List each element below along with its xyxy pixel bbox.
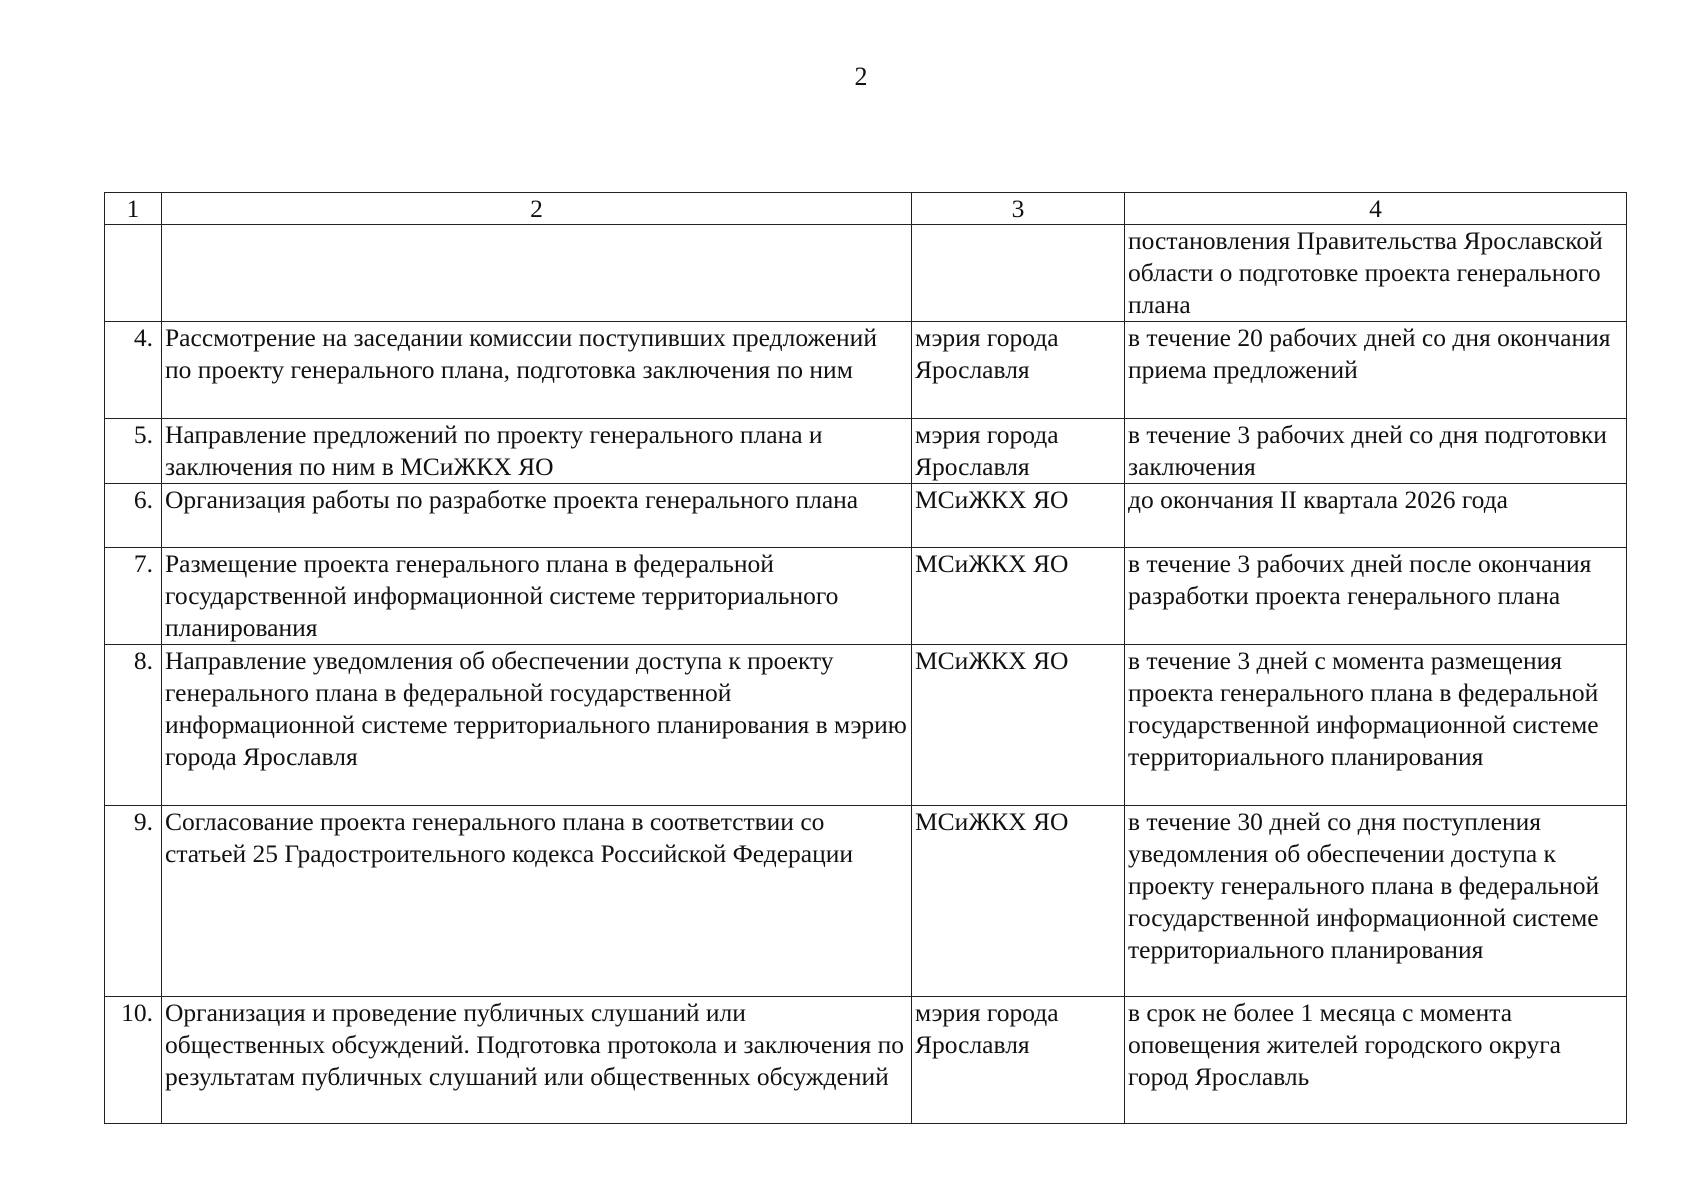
row-deadline: в течение 3 рабочих дней после окончания разработки проекта генерального плана bbox=[1125, 548, 1627, 645]
row-number: 7. bbox=[105, 548, 162, 645]
row-responsible: МСиЖКХ ЯО bbox=[912, 548, 1125, 645]
row-deadline: в течение 30 дней со дня поступления уведомления об обеспечении доступа к проекту генерального плана в федеральной государственной информационной системе территориального планирования bbox=[1125, 806, 1627, 997]
table-row bbox=[105, 548, 1627, 645]
table-row bbox=[105, 225, 1627, 322]
row-deadline: в течение 3 дней с момента размещения проекта генерального плана в федеральной государственной информационной системе территориального планирования bbox=[1125, 645, 1627, 806]
row-number: 10. bbox=[105, 997, 162, 1124]
row-action: Направление предложений по проекту генерального плана и заключения по ним в МСиЖКХ ЯО bbox=[162, 419, 912, 484]
table-row bbox=[105, 645, 1627, 806]
table-row bbox=[105, 322, 1627, 419]
row-number: 5. bbox=[105, 419, 162, 484]
row-responsible: мэрия города Ярославля bbox=[912, 419, 1125, 484]
table-row bbox=[105, 484, 1627, 548]
column-header: 2 bbox=[162, 193, 912, 225]
row-responsible bbox=[912, 225, 1125, 322]
row-deadline: в срок не более 1 месяца с момента оповещения жителей городского округа город Ярославль bbox=[1125, 997, 1627, 1124]
column-header: 4 bbox=[1125, 193, 1627, 225]
table-row bbox=[105, 806, 1627, 997]
row-action: Рассмотрение на заседании комиссии поступивших предложений по проекту генерального плана, подготовка заключения по ним bbox=[162, 322, 912, 419]
row-action: Организация и проведение публичных слушаний или общественных обсуждений. Подготовка протокола и заключения по результатам публичных слушаний или общественных обсуждений bbox=[162, 997, 912, 1124]
schedule-table bbox=[104, 192, 1627, 1124]
row-action: Согласование проекта генерального плана в соответствии со статьей 25 Градостроительного кодекса Российской Федерации bbox=[162, 806, 912, 997]
row-number bbox=[105, 225, 162, 322]
row-action: Организация работы по разработке проекта генерального плана bbox=[162, 484, 912, 548]
row-responsible: мэрия города Ярославля bbox=[912, 322, 1125, 419]
table-row bbox=[105, 419, 1627, 484]
row-action bbox=[162, 225, 912, 322]
row-deadline: в течение 20 рабочих дней со дня окончания приема предложений bbox=[1125, 322, 1627, 419]
row-action: Размещение проекта генерального плана в федеральной государственной информационной системе территориального планирования bbox=[162, 548, 912, 645]
row-responsible: мэрия города Ярославля bbox=[912, 997, 1125, 1124]
table-row bbox=[105, 997, 1627, 1124]
row-action: Направление уведомления об обеспечении доступа к проекту генерального плана в федеральной государственной информационной системе территориального планирования в мэрию города Ярославля bbox=[162, 645, 912, 806]
row-responsible: МСиЖКХ ЯО bbox=[912, 806, 1125, 997]
row-number: 6. bbox=[105, 484, 162, 548]
row-responsible: МСиЖКХ ЯО bbox=[912, 484, 1125, 548]
column-header: 1 bbox=[105, 193, 162, 225]
row-deadline: постановления Правительства Ярославской области о подготовке проекта генерального плана bbox=[1125, 225, 1627, 322]
row-number: 9. bbox=[105, 806, 162, 997]
row-deadline: в течение 3 рабочих дней со дня подготовки заключения bbox=[1125, 419, 1627, 484]
column-header: 3 bbox=[912, 193, 1125, 225]
row-deadline: до окончания II квартала 2026 года bbox=[1125, 484, 1627, 548]
table-header-row bbox=[105, 193, 1627, 225]
row-number: 4. bbox=[105, 322, 162, 419]
row-number: 8. bbox=[105, 645, 162, 806]
row-responsible: МСиЖКХ ЯО bbox=[912, 645, 1125, 806]
page-number: 2 bbox=[854, 62, 868, 91]
